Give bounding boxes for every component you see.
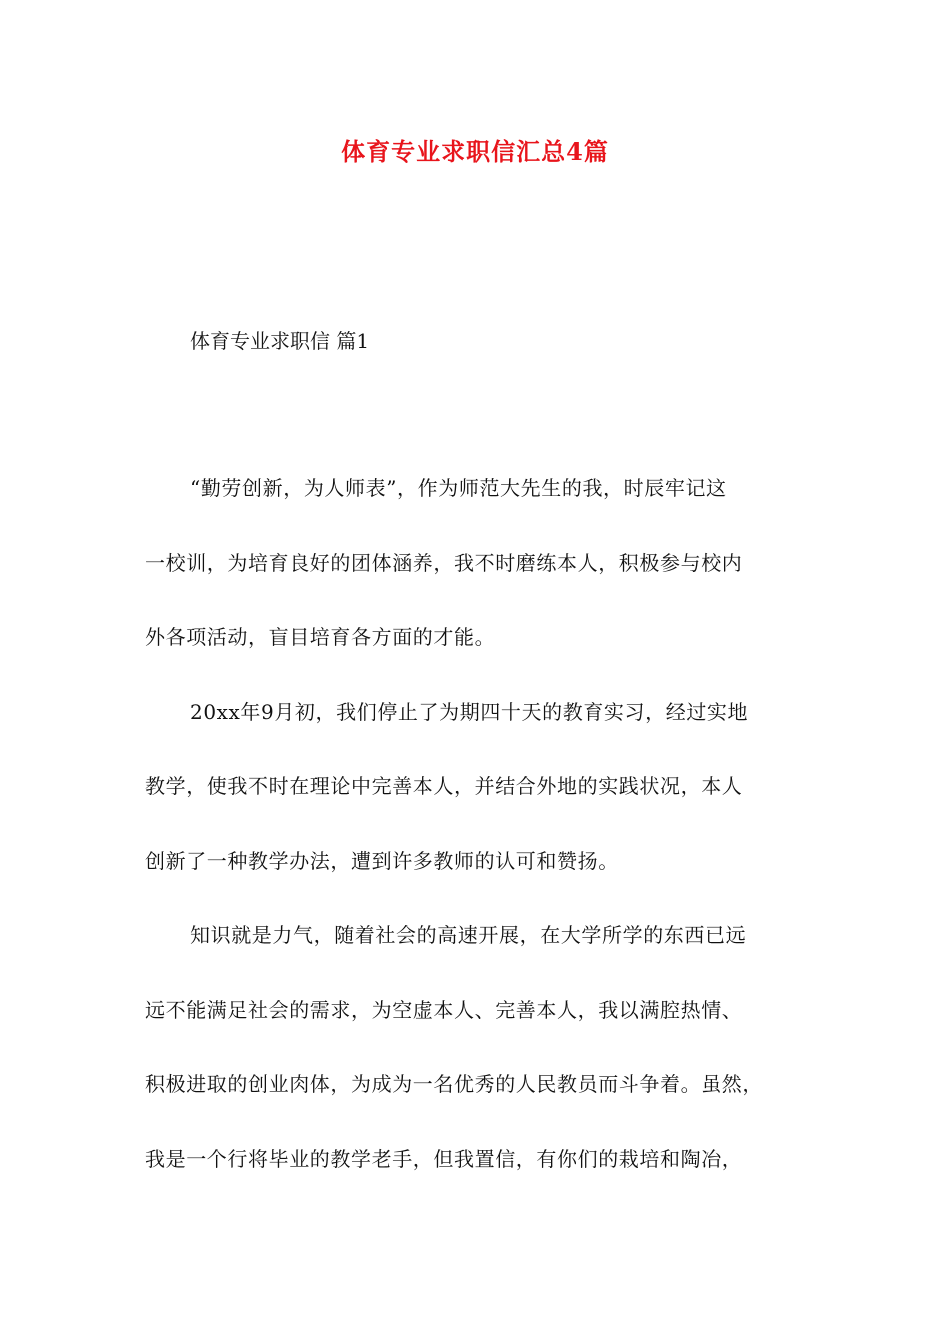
section-heading: 体育专业求职信 篇1 — [190, 329, 370, 353]
paragraph-1-line-3: 外各项活动，盲目培育各方面的才能。 — [145, 625, 496, 649]
paragraph-3-line-1: 知识就是力气，随着社会的高速开展，在大学所学的东西已远 — [190, 923, 747, 947]
document-title: 体育专业求职信汇总4篇 — [341, 137, 609, 166]
paragraph-3-line-2: 远不能满足社会的需求，为空虚本人、完善本人，我以满腔热情、 — [145, 997, 743, 1022]
paragraph-1-line-1: “勤劳创新，为人师表”，作为师范大先生的我，时辰牢记这 — [190, 476, 727, 500]
paragraph-3-line-3: 积极进取的创业肉体，为成为一名优秀的人民教员而斗争着。虽然， — [145, 1072, 763, 1096]
paragraph-1-line-2: 一校训，为培育良好的团体涵养，我不时磨练本人，积极参与校内 — [145, 550, 743, 575]
paragraph-2-line-2: 教学，使我不时在理论中完善本人，并结合外地的实践状况，本人 — [145, 774, 743, 798]
paragraph-2-line-3: 创新了一种教学办法，遭到许多教师的认可和赞扬。 — [145, 848, 619, 873]
body-text — [145, 471, 825, 1216]
paragraph-2-line-1: 20xx年9月初，我们停止了为期四十天的教育实习，经过实地 — [190, 699, 749, 724]
paragraph-3-line-4: 我是一个行将毕业的教学老手，但我置信，有你们的栽培和陶冶， — [145, 1146, 743, 1171]
